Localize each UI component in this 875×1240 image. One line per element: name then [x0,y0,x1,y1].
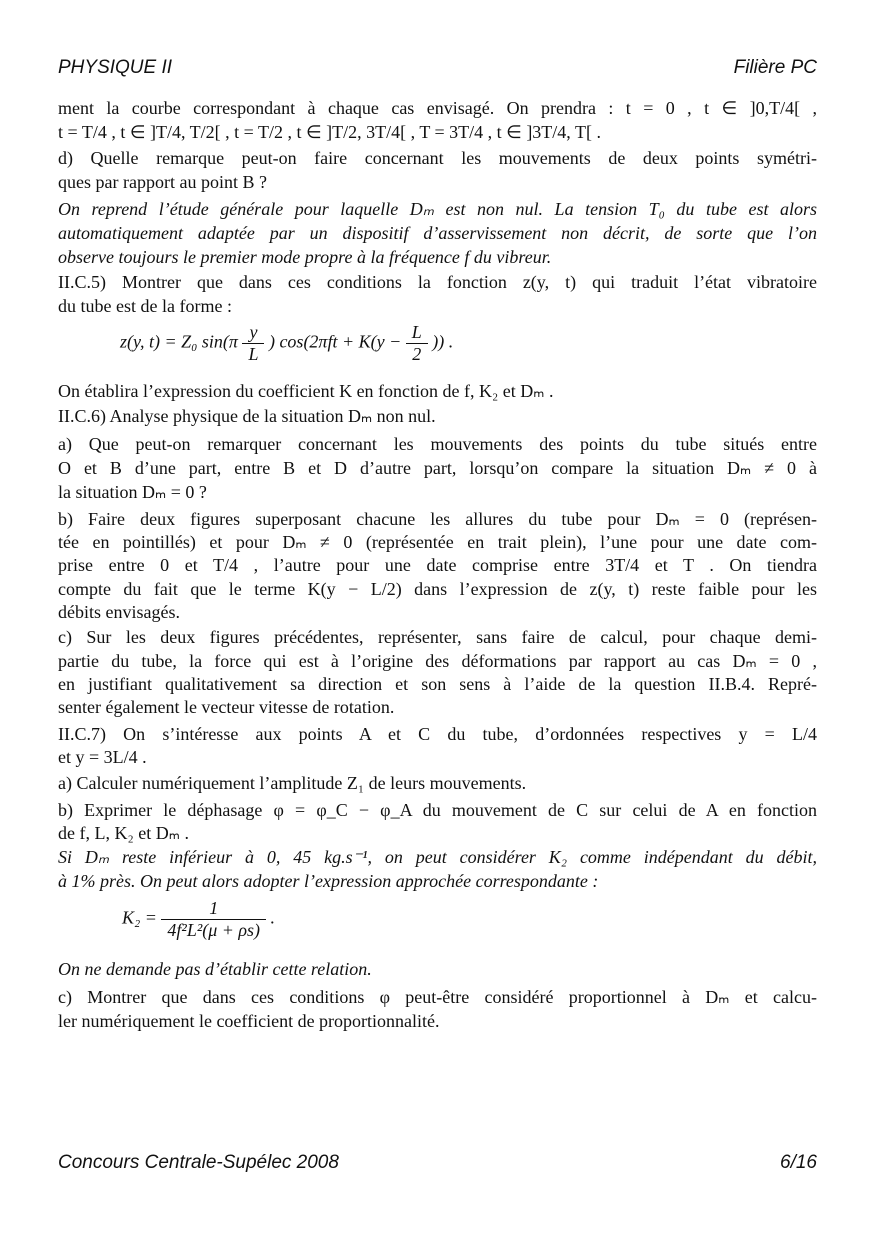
eq-part: K₂ = [122,907,157,928]
italic-note: Si Dₘ reste inférieur à 0, 45 kg.s⁻¹, on peut considérer K₂ comme indépendant du débit, [58,847,817,867]
text-line: ler numériquement le coefficient de proportionnalité. [58,1011,440,1031]
fraction [161,898,266,941]
text-line: débits envisagés. [58,602,180,622]
text-line: ques par rapport au point B ? [58,172,267,192]
question-a: a) Calculer numériquement l’amplitude Z₁ de leurs mouvements. [58,773,527,793]
page-number: 6/16 [780,1152,817,1173]
denominator: L [248,344,259,364]
equation-K2 [122,898,275,941]
text-line: et y = 3L/4 . [58,747,147,767]
italic-note: à 1% près. On peut alors adopter l’expression approchée correspondante : [58,871,599,891]
eq-part: z(y, t) = Z₀ sin(π [120,331,238,352]
text-line: t = T/4 , t ∈ ]T/4, T/2[ , t = T/2 , t ∈ ]T/2, 3T/4[ , T = 3T/4 , t ∈ ]3T/4, T[ . [58,122,601,142]
eq-part: . [270,907,276,928]
eq-part: )) . [432,331,454,352]
fraction [242,322,264,365]
header-track: Filière PC [733,57,817,78]
italic-note: On ne demande pas d’établir cette relation. [58,959,372,979]
italic-note: automatiquement adaptée par un dispositif d’asservissement non décrit, de sorte que l’on [58,223,817,243]
section-II-C-7: II.C.7) On s’intéresse aux points A et C du tube, d’ordonnées respectives y = L/4 [58,724,817,744]
question-a: a) Que peut-on remarquer concernant les mouvements des points du tube situés entre [58,434,817,454]
numerator: y [242,322,264,344]
eq-part: ) cos(2πft + K(y − [268,331,402,352]
section-II-C-6: II.C.6) Analyse physique de la situation Dₘ non nul. [58,406,436,426]
text-line: prise entre 0 et T/4 , l’autre pour une date comprise entre 3T/4 et T . On tiendra [58,555,817,575]
text-line: partie du tube, la force qui est à l’origine des déformations par rapport au cas Dₘ = 0 , [58,651,817,671]
question-b: b) Exprimer le déphasage φ = φ_C − φ_A du mouvement de C sur celui de A en fonction [58,800,817,820]
numerator: L [406,322,428,344]
footer-competition: Concours Centrale-Supélec 2008 [58,1152,339,1173]
section-II-C-5: II.C.5) Montrer que dans ces conditions la fonction z(y, t) qui traduit l’état vibratoire [58,272,817,292]
text-line: On établira l’expression du coefficient K en fonction de f, K₂ et Dₘ . [58,381,554,401]
header-subject: PHYSIQUE II [58,57,173,78]
question-c: c) Sur les deux figures précédentes, représenter, sans faire de calcul, pour chaque demi- [58,627,817,647]
denominator: 2 [412,344,422,364]
equation-z [120,322,453,365]
numerator: 1 [161,898,266,920]
text-line: senter également le vecteur vitesse de rotation. [58,697,395,717]
text-line: ment la courbe correspondant à chaque cas envisagé. On prendra : t = 0 , t ∈ ]0,T/4[ , [58,98,817,118]
text-line: en justifiant qualitativement sa direction et son sens à l’aide de la question II.B.4. Repré- [58,674,817,694]
text-line: compte du fait que le terme K(y − L/2) dans l’expression de z(y, t) reste faible pour les [58,579,817,599]
italic-note: On reprend l’étude générale pour laquelle Dₘ est non nul. La tension T₀ du tube est alors [58,199,817,219]
denominator: 4f²L²(μ + ρs) [167,920,261,940]
text-line: du tube est de la forme : [58,296,232,316]
text-line: tée en pointillés) et pour Dₘ ≠ 0 (représentée en trait plein), l’une pour une date com- [58,532,817,552]
question-d: d) Quelle remarque peut-on faire concernant les mouvements de deux points symétri- [58,148,817,168]
question-b: b) Faire deux figures superposant chacune les allures du tube pour Dₘ = 0 (représen- [58,509,817,529]
italic-note: observe toujours le premier mode propre à la fréquence f du vibreur. [58,247,552,267]
fraction [406,322,428,365]
question-c: c) Montrer que dans ces conditions φ peut-être considéré proportionnel à Dₘ et calcu- [58,987,817,1007]
text-line: O et B d’une part, entre B et D d’autre part, lorsqu’on compare la situation Dₘ ≠ 0 à [58,458,817,478]
text-line: de f, L, K₂ et Dₘ . [58,823,189,843]
text-line: la situation Dₘ = 0 ? [58,482,207,502]
